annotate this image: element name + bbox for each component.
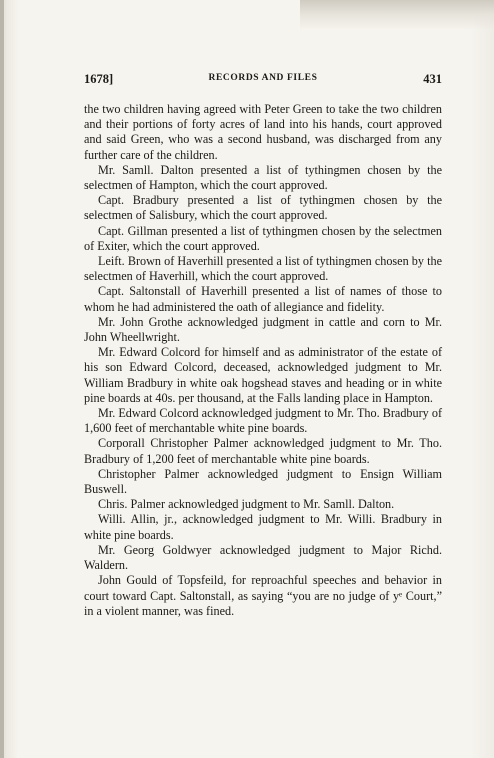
header-year: 1678]: [84, 72, 114, 86]
header-title: RECORDS AND FILES: [208, 73, 318, 83]
paragraph: Capt. Saltonstall of Haverhill presented a list of names of those to whom he had administered the oath of allegiance and fidelity.: [84, 284, 442, 314]
page-number: 431: [423, 72, 442, 86]
paragraph: Chris. Palmer acknowledged judgment to Mr. Samll. Dalton.: [98, 497, 395, 512]
paragraph: Willi. Allin, jr., acknowledged judgment to Mr. Willi. Bradbury in white pine boards.: [84, 512, 442, 542]
paragraph: Leift. Brown of Haverhill presented a list of tythingmen chosen by the selectmen of Haverhill, which the court approved.: [84, 254, 442, 284]
body-text: [84, 102, 442, 619]
paragraph: Christopher Palmer acknowledged judgment to Ensign William Buswell.: [84, 466, 442, 497]
paragraph: Mr. John Grothe acknowledged judgment in cattle and corn to Mr. John Wheellwright.: [84, 314, 442, 345]
binding-edge: [0, 0, 4, 758]
paragraph: Mr. Edward Colcord acknowledged judgment to Mr. Tho. Bradbury of 1,600 feet of merchantable white pine boards.: [84, 406, 442, 436]
running-header: [84, 72, 442, 90]
paragraph: Capt. Bradbury presented a list of tythingmen chosen by the selectmen of Salisbury, which the court approved.: [84, 193, 442, 223]
paragraph: John Gould of Topsfeild, for reproachful speeches and behavior in court toward Capt. Saltonstall, as saying “you are no judge of yᵉ Court,” in a violent manner, was fined.: [84, 573, 442, 618]
scan-smudge: [300, 0, 494, 30]
paragraph: Capt. Gillman presented a list of tythingmen chosen by the selectmen of Exiter, which the court approved.: [84, 223, 442, 253]
paragraph: the two children having agreed with Peter Green to take the two children and their portions of forty acres of land into his hands, court approved and said Green, who was a second husband, was discharged from any further care of the children.: [84, 102, 442, 162]
paragraph: Mr. Samll. Dalton presented a list of tythingmen chosen by the selectmen of Hampton, which the court approved.: [84, 162, 442, 193]
paragraph: Mr. Georg Goldwyer acknowledged judgment to Major Richd. Waldern.: [84, 542, 442, 573]
paragraph: Mr. Edward Colcord for himself and as administrator of the estate of his son Edward Colcord, deceased, acknowledged judgment to Mr. William Bradbury in white oak hogshead staves and heading or in white pine boards at 40s. per thousand, at the Falls landing place in Hampton.: [84, 345, 442, 405]
paragraph: Corporall Christopher Palmer acknowledged judgment to Mr. Tho. Bradbury of 1,200 feet of merchantable white pine boards.: [84, 436, 442, 466]
